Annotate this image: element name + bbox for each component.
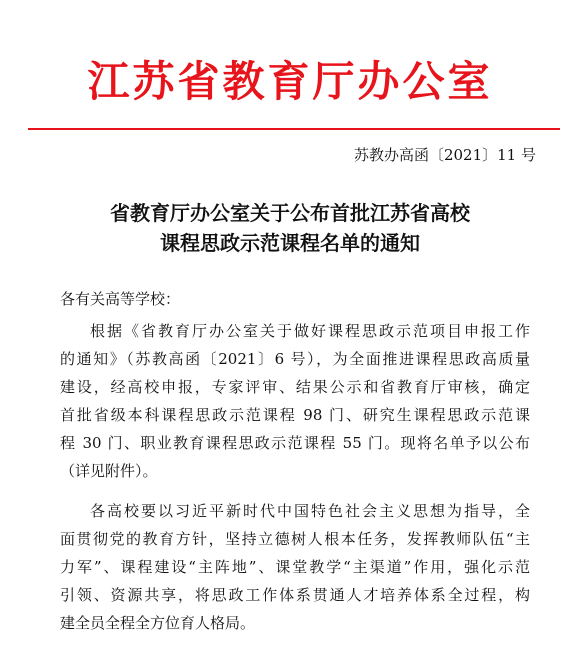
paragraph-line: 的通知》（苏教高函〔2021〕6 号），为全面推进课程思政高质量 xyxy=(60,350,530,368)
paragraph-line: 各高校要以习近平新时代中国特色社会主义思想为指导，全 xyxy=(90,502,530,520)
paragraph-line: （详见附件）。 xyxy=(60,462,158,480)
paragraph-line: 面贯彻党的教育方针，坚持立德树人根本任务，发挥教师队伍“主 xyxy=(60,530,530,548)
red-header-rule xyxy=(28,128,560,130)
paragraph-line: 根据《省教育厅办公室关于做好课程思政示范项目申报工作 xyxy=(90,322,530,340)
paragraph-line: 引领、资源共享，将思政工作体系贯通人才培养体系全过程，构 xyxy=(60,586,530,604)
issuer-header-title: 江苏省教育厅办公室 xyxy=(87,57,493,106)
paragraph-line: 建设，经高校申报，专家评审、结果公示和省教育厅审核，确定 xyxy=(60,378,530,396)
paragraph-line: 程 30 门、职业教育课程思政示范课程 55 门。现将名单予以公布 xyxy=(60,434,530,452)
body-paragraph-2 xyxy=(60,497,530,637)
document-title-line-1: 省教育厅办公室关于公布首批江苏省高校 xyxy=(110,201,470,225)
body-paragraph-1 xyxy=(60,317,530,485)
paragraph-line: 建全员全程全方位育人格局。 xyxy=(60,614,256,632)
document-number: 苏教办高函〔2021〕11 号 xyxy=(353,146,536,164)
paragraph-line: 力军”、课程建设“主阵地”、课堂教学“主渠道”作用，强化示范 xyxy=(60,558,530,576)
document-title xyxy=(0,198,580,258)
salutation: 各有关高等学校： xyxy=(60,290,181,308)
paragraph-line: 首批省级本科课程思政示范课程 98 门、研究生课程思政示范课 xyxy=(60,406,530,424)
document-title-line-2: 课程思政示范课程名单的通知 xyxy=(160,231,420,255)
